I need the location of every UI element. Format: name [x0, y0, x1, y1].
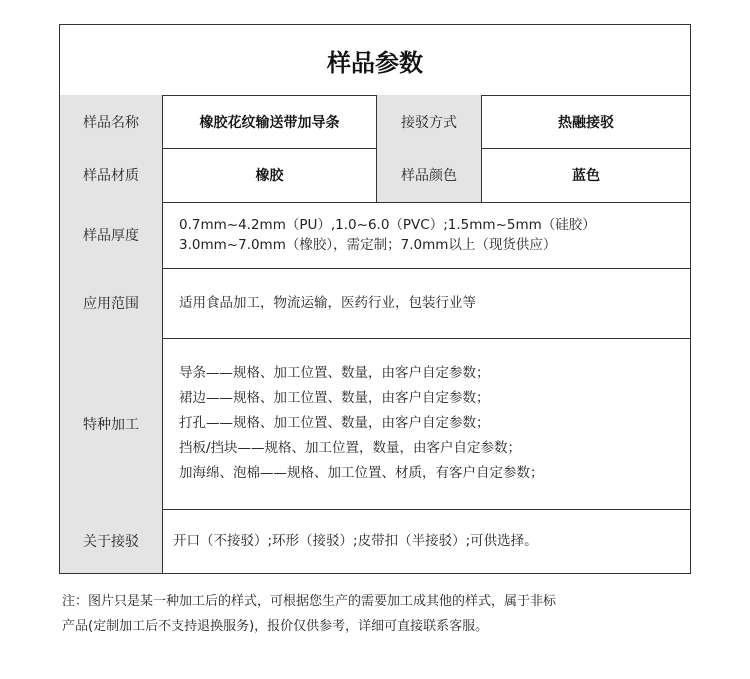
sample-parameters-table — [59, 24, 691, 574]
special-line: 导条——规格、加工位置、数量，由客户自定参数； — [179, 365, 490, 381]
row-special-processing — [60, 338, 690, 510]
footnote-line: 注：图片只是某一种加工后的样式，可根据您生产的需要加工成其他的样式，属于非标 — [62, 594, 557, 609]
thickness-line: 3.0mm~7.0mm（橡胶），需定制；7.0mm以上（现货供应） — [179, 237, 557, 253]
table-title: 样品参数 — [60, 25, 690, 96]
row-sample-thickness — [60, 202, 690, 269]
value-joining-info — [163, 509, 690, 573]
label-sample-thickness: 样品厚度 — [60, 202, 163, 268]
value-application — [163, 268, 690, 338]
value-sample-color: 蓝色 — [572, 168, 600, 184]
special-line: 挡板/挡块——规格、加工位置，数量，由客户自定参数； — [179, 440, 522, 456]
special-line: 裙边——规格、加工位置、数量，由客户自定参数； — [179, 390, 490, 406]
special-line: 加海绵、泡棉——规格、加工位置、材质，有客户自定参数； — [179, 465, 544, 481]
special-line: 打孔——规格、加工位置、数量，由客户自定参数； — [179, 415, 490, 431]
label-sample-name: 样品名称 — [60, 95, 163, 148]
row-joining-info — [60, 509, 690, 573]
label-sample-color: 样品颜色 — [377, 148, 482, 202]
label-joining-info: 关于接驳 — [60, 509, 163, 573]
joining-text: 开口（不接驳）;环形（接驳）;皮带扣（半接驳）;可供选择。 — [173, 533, 538, 549]
row-application — [60, 268, 690, 339]
value-special-processing — [163, 338, 690, 509]
value-sample-material: 橡胶 — [163, 148, 377, 202]
value-sample-name: 橡胶花纹输送带加导条 — [163, 95, 377, 148]
application-text: 适用食品加工，物流运输，医药行业，包装行业等 — [179, 295, 476, 311]
footnote-line: 产品(定制加工后不支持退换服务)，报价仅供参考，详细可直接联系客服。 — [62, 619, 489, 634]
value-sample-thickness — [163, 202, 690, 268]
label-sample-material: 样品材质 — [60, 148, 163, 202]
thickness-line: 0.7mm~4.2mm（PU）,1.0~6.0（PVC）;1.5mm~5mm（硅胶） — [179, 217, 596, 233]
label-joining-method: 接驳方式 — [377, 95, 482, 148]
row-sample-material — [60, 148, 690, 203]
footnote — [62, 589, 702, 639]
label-application: 应用范围 — [60, 268, 163, 338]
value-joining-method: 热融接驳 — [558, 114, 614, 131]
label-special-processing: 特种加工 — [60, 338, 163, 509]
row-sample-name — [60, 95, 690, 149]
